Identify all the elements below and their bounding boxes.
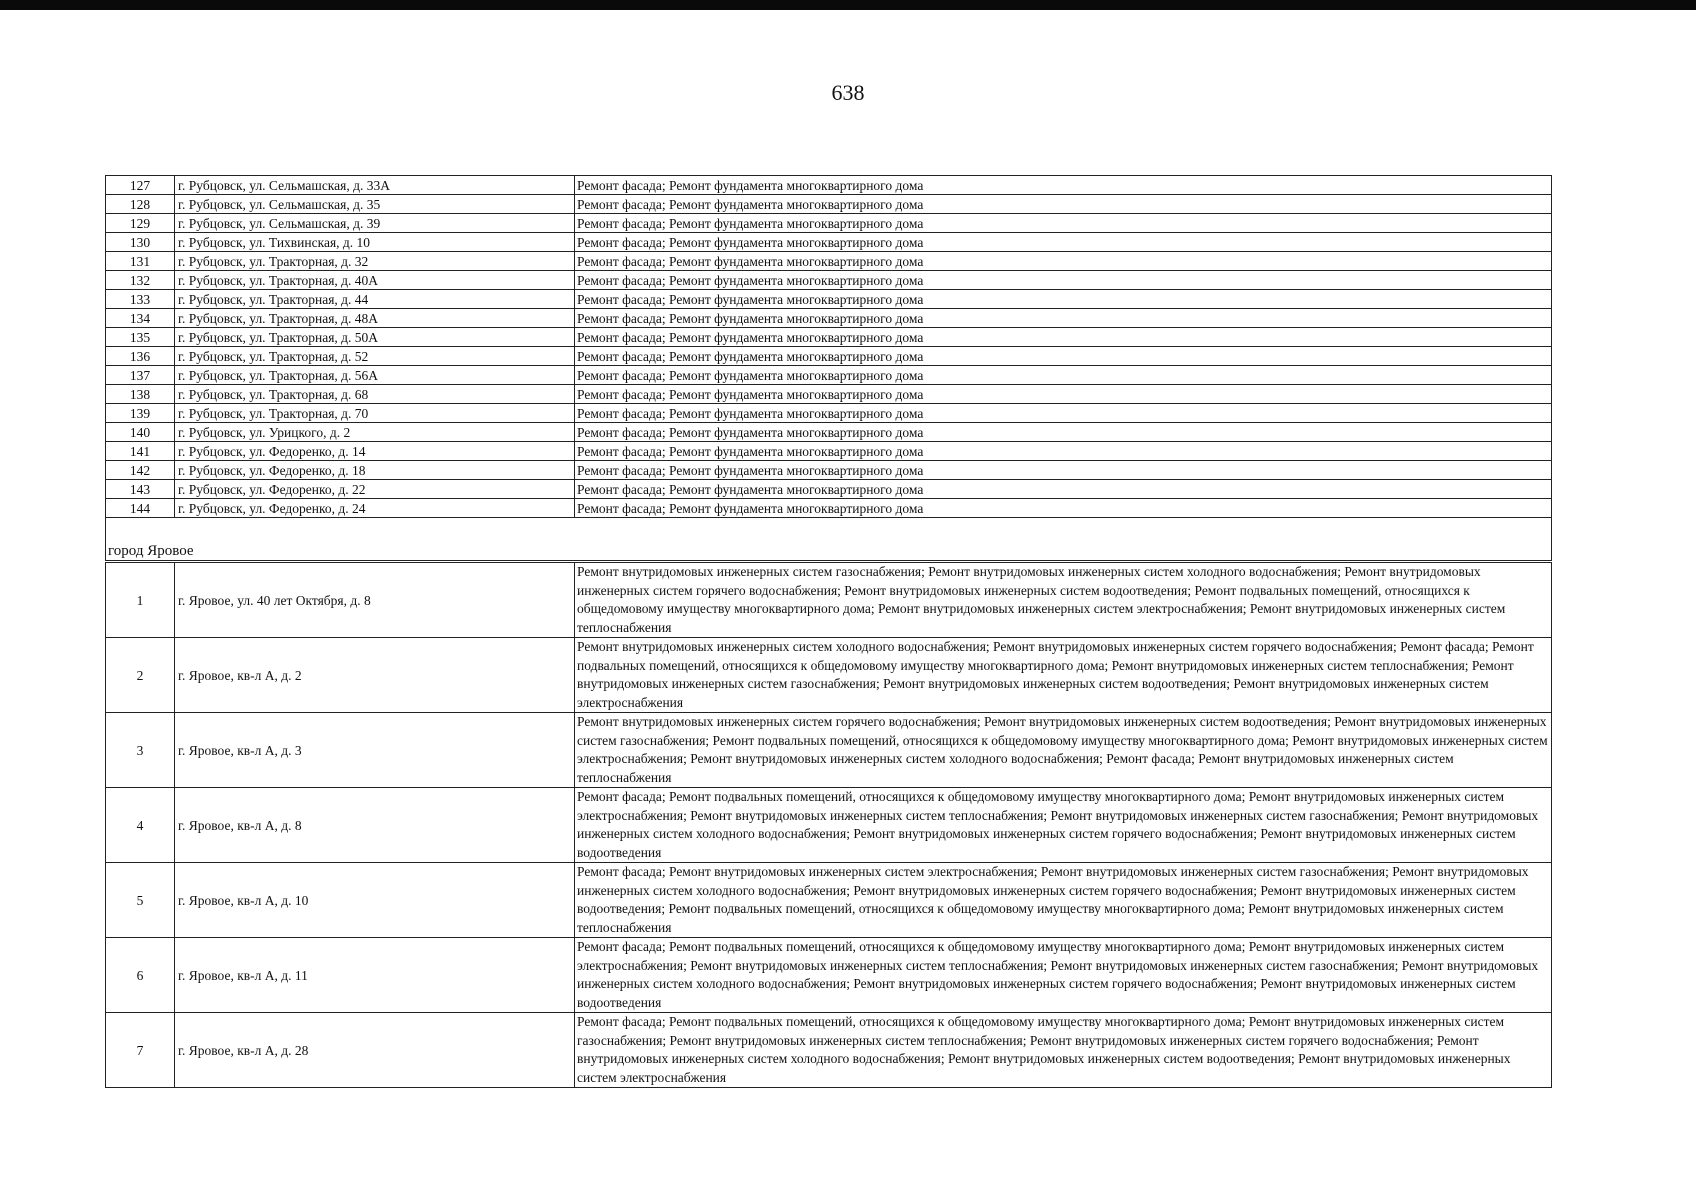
row-works: Ремонт фасада; Ремонт фундамента многоквартирного дома	[575, 195, 1552, 214]
row-address: г. Рубцовск, ул. Тракторная, д. 48А	[175, 309, 575, 328]
row-number: 132	[106, 271, 175, 290]
table-row	[106, 309, 1552, 328]
row-number: 133	[106, 290, 175, 309]
row-number: 135	[106, 328, 175, 347]
table-row	[106, 638, 1552, 713]
row-works: Ремонт фасада; Ремонт фундамента многоквартирного дома	[575, 176, 1552, 195]
row-number: 137	[106, 366, 175, 385]
table-row	[106, 195, 1552, 214]
row-works: Ремонт фасада; Ремонт фундамента многоквартирного дома	[575, 461, 1552, 480]
section-row	[106, 518, 1552, 561]
row-number: 139	[106, 404, 175, 423]
row-number: 143	[106, 480, 175, 499]
row-address: г. Рубцовск, ул. Тихвинская, д. 10	[175, 233, 575, 252]
row-works: Ремонт внутридомовых инженерных систем холодного водоснабжения; Ремонт внутридомовых инженерных систем горячего водоснабжения; Ремонт фасада; Ремонт подвальных помещений, относящихся к общедомовому имуществу многоквартирного дома; Ремонт внутридомовых инженерных систем теплоснабжения; Ремонт внутридомовых инженерных систем газоснабжения; Ремонт внутридомовых инженерных систем водоотведения; Ремонт внутридомовых инженерных систем электроснабжения	[575, 638, 1552, 713]
table-row	[106, 442, 1552, 461]
row-address: г. Рубцовск, ул. Тракторная, д. 32	[175, 252, 575, 271]
row-address: г. Рубцовск, ул. Урицкого, д. 2	[175, 423, 575, 442]
row-number: 1	[106, 563, 175, 638]
row-works: Ремонт фасада; Ремонт фундамента многоквартирного дома	[575, 442, 1552, 461]
row-works: Ремонт фасада; Ремонт подвальных помещений, относящихся к общедомовому имуществу многоквартирного дома; Ремонт внутридомовых инженерных систем газоснабжения; Ремонт внутридомовых инженерных систем теплоснабжения; Ремонт внутридомовых инженерных систем горячего водоснабжения; Ремонт внутридомовых инженерных систем холодного водоснабжения; Ремонт внутридомовых инженерных систем водоотведения; Ремонт внутридомовых инженерных систем электроснабжения	[575, 1013, 1552, 1088]
table-row	[106, 499, 1552, 518]
table-row	[106, 290, 1552, 309]
row-address: г. Рубцовск, ул. Тракторная, д. 44	[175, 290, 575, 309]
row-address: г. Рубцовск, ул. Сельмашская, д. 39	[175, 214, 575, 233]
row-number: 134	[106, 309, 175, 328]
row-address: г. Рубцовск, ул. Федоренко, д. 22	[175, 480, 575, 499]
scan-top-border	[0, 0, 1696, 10]
table-row	[106, 252, 1552, 271]
row-number: 142	[106, 461, 175, 480]
table-row	[106, 385, 1552, 404]
row-works: Ремонт фасада; Ремонт фундамента многоквартирного дома	[575, 347, 1552, 366]
row-number: 128	[106, 195, 175, 214]
row-address: г. Яровое, кв-л А, д. 11	[175, 938, 575, 1013]
table-row	[106, 1013, 1552, 1088]
row-works: Ремонт внутридомовых инженерных систем горячего водоснабжения; Ремонт внутридомовых инженерных систем водоотведения; Ремонт внутридомовых инженерных систем газоснабжения; Ремонт подвальных помещений, относящихся к общедомовому имуществу многоквартирного дома; Ремонт внутридомовых инженерных систем электроснабжения; Ремонт внутридомовых инженерных систем холодного водоснабжения; Ремонт фасада; Ремонт внутридомовых инженерных систем теплоснабжения	[575, 713, 1552, 788]
row-number: 141	[106, 442, 175, 461]
row-works: Ремонт фасада; Ремонт фундамента многоквартирного дома	[575, 499, 1552, 518]
yarovoe-table	[105, 562, 1552, 1088]
row-works: Ремонт фасада; Ремонт внутридомовых инженерных систем электроснабжения; Ремонт внутридомовых инженерных систем газоснабжения; Ремонт внутридомовых инженерных систем холодного водоснабжения; Ремонт внутридомовых инженерных систем горячего водоснабжения; Ремонт внутридомовых инженерных систем водоотведения; Ремонт подвальных помещений, относящихся к общедомовому имуществу многоквартирного дома; Ремонт внутридомовых инженерных систем теплоснабжения	[575, 863, 1552, 938]
row-works: Ремонт фасада; Ремонт подвальных помещений, относящихся к общедомовому имуществу многоквартирного дома; Ремонт внутридомовых инженерных систем электроснабжения; Ремонт внутридомовых инженерных систем теплоснабжения; Ремонт внутридомовых инженерных систем газоснабжения; Ремонт внутридомовых инженерных систем холодного водоснабжения; Ремонт внутридомовых инженерных систем горячего водоснабжения; Ремонт внутридомовых инженерных систем водоотведения	[575, 788, 1552, 863]
row-number: 6	[106, 938, 175, 1013]
table-row	[106, 863, 1552, 938]
row-works: Ремонт фасада; Ремонт фундамента многоквартирного дома	[575, 328, 1552, 347]
table-row	[106, 788, 1552, 863]
table-row	[106, 423, 1552, 442]
row-works: Ремонт фасада; Ремонт фундамента многоквартирного дома	[575, 385, 1552, 404]
row-address: г. Яровое, кв-л А, д. 28	[175, 1013, 575, 1088]
table-row	[106, 480, 1552, 499]
row-works: Ремонт фасада; Ремонт фундамента многоквартирного дома	[575, 366, 1552, 385]
table-row	[106, 214, 1552, 233]
row-works: Ремонт фасада; Ремонт фундамента многоквартирного дома	[575, 309, 1552, 328]
table-row	[106, 233, 1552, 252]
row-number: 130	[106, 233, 175, 252]
table-row	[106, 404, 1552, 423]
row-address: г. Яровое, кв-л А, д. 2	[175, 638, 575, 713]
page-number: 638	[831, 80, 865, 105]
row-number: 127	[106, 176, 175, 195]
row-address: г. Яровое, кв-л А, д. 8	[175, 788, 575, 863]
row-address: г. Рубцовск, ул. Тракторная, д. 40А	[175, 271, 575, 290]
row-number: 4	[106, 788, 175, 863]
row-address: г. Рубцовск, ул. Тракторная, д. 52	[175, 347, 575, 366]
row-number: 5	[106, 863, 175, 938]
row-number: 138	[106, 385, 175, 404]
row-address: г. Рубцовск, ул. Тракторная, д. 56А	[175, 366, 575, 385]
section-spacer	[575, 518, 1552, 561]
row-works: Ремонт фасада; Ремонт фундамента многоквартирного дома	[575, 252, 1552, 271]
table-row	[106, 328, 1552, 347]
table-row	[106, 271, 1552, 290]
row-address: г. Яровое, кв-л А, д. 10	[175, 863, 575, 938]
row-number: 131	[106, 252, 175, 271]
row-works: Ремонт фасада; Ремонт фундамента многоквартирного дома	[575, 271, 1552, 290]
row-number: 2	[106, 638, 175, 713]
row-works: Ремонт фасада; Ремонт фундамента многоквартирного дома	[575, 214, 1552, 233]
row-works: Ремонт фасада; Ремонт фундамента многоквартирного дома	[575, 290, 1552, 309]
section-title: город Яровое	[106, 518, 575, 561]
row-works: Ремонт фасада; Ремонт подвальных помещений, относящихся к общедомовому имуществу многоквартирного дома; Ремонт внутридомовых инженерных систем электроснабжения; Ремонт внутридомовых инженерных систем теплоснабжения; Ремонт внутридомовых инженерных систем газоснабжения; Ремонт внутридомовых инженерных систем холодного водоснабжения; Ремонт внутридомовых инженерных систем горячего водоснабжения; Ремонт внутридомовых инженерных систем водоотведения	[575, 938, 1552, 1013]
table-row	[106, 366, 1552, 385]
row-number: 144	[106, 499, 175, 518]
row-works: Ремонт фасада; Ремонт фундамента многоквартирного дома	[575, 423, 1552, 442]
row-number: 140	[106, 423, 175, 442]
table-row	[106, 938, 1552, 1013]
table-row	[106, 347, 1552, 366]
row-works: Ремонт фасада; Ремонт фундамента многоквартирного дома	[575, 480, 1552, 499]
row-address: г. Рубцовск, ул. Тракторная, д. 50А	[175, 328, 575, 347]
row-address: г. Рубцовск, ул. Сельмашская, д. 35	[175, 195, 575, 214]
row-works: Ремонт фасада; Ремонт фундамента многоквартирного дома	[575, 404, 1552, 423]
row-number: 136	[106, 347, 175, 366]
row-address: г. Рубцовск, ул. Сельмашская, д. 33А	[175, 176, 575, 195]
row-address: г. Рубцовск, ул. Тракторная, д. 68	[175, 385, 575, 404]
row-works: Ремонт внутридомовых инженерных систем газоснабжения; Ремонт внутридомовых инженерных систем холодного водоснабжения; Ремонт внутридомовых инженерных систем горячего водоснабжения; Ремонт внутридомовых инженерных систем водоотведения; Ремонт подвальных помещений, относящихся к общедомовому имуществу многоквартирного дома; Ремонт внутридомовых инженерных систем электроснабжения; Ремонт внутридомовых инженерных систем теплоснабжения	[575, 563, 1552, 638]
row-number: 129	[106, 214, 175, 233]
row-address: г. Рубцовск, ул. Федоренко, д. 18	[175, 461, 575, 480]
row-address: г. Яровое, ул. 40 лет Октября, д. 8	[175, 563, 575, 638]
row-address: г. Рубцовск, ул. Федоренко, д. 14	[175, 442, 575, 461]
table-row	[106, 176, 1552, 195]
row-number: 7	[106, 1013, 175, 1088]
row-number: 3	[106, 713, 175, 788]
table-row	[106, 563, 1552, 638]
row-address: г. Рубцовск, ул. Федоренко, д. 24	[175, 499, 575, 518]
table-row	[106, 461, 1552, 480]
row-works: Ремонт фасада; Ремонт фундамента многоквартирного дома	[575, 233, 1552, 252]
row-address: г. Яровое, кв-л А, д. 3	[175, 713, 575, 788]
table-row	[106, 713, 1552, 788]
rubtsovsk-table	[105, 175, 1552, 561]
row-address: г. Рубцовск, ул. Тракторная, д. 70	[175, 404, 575, 423]
